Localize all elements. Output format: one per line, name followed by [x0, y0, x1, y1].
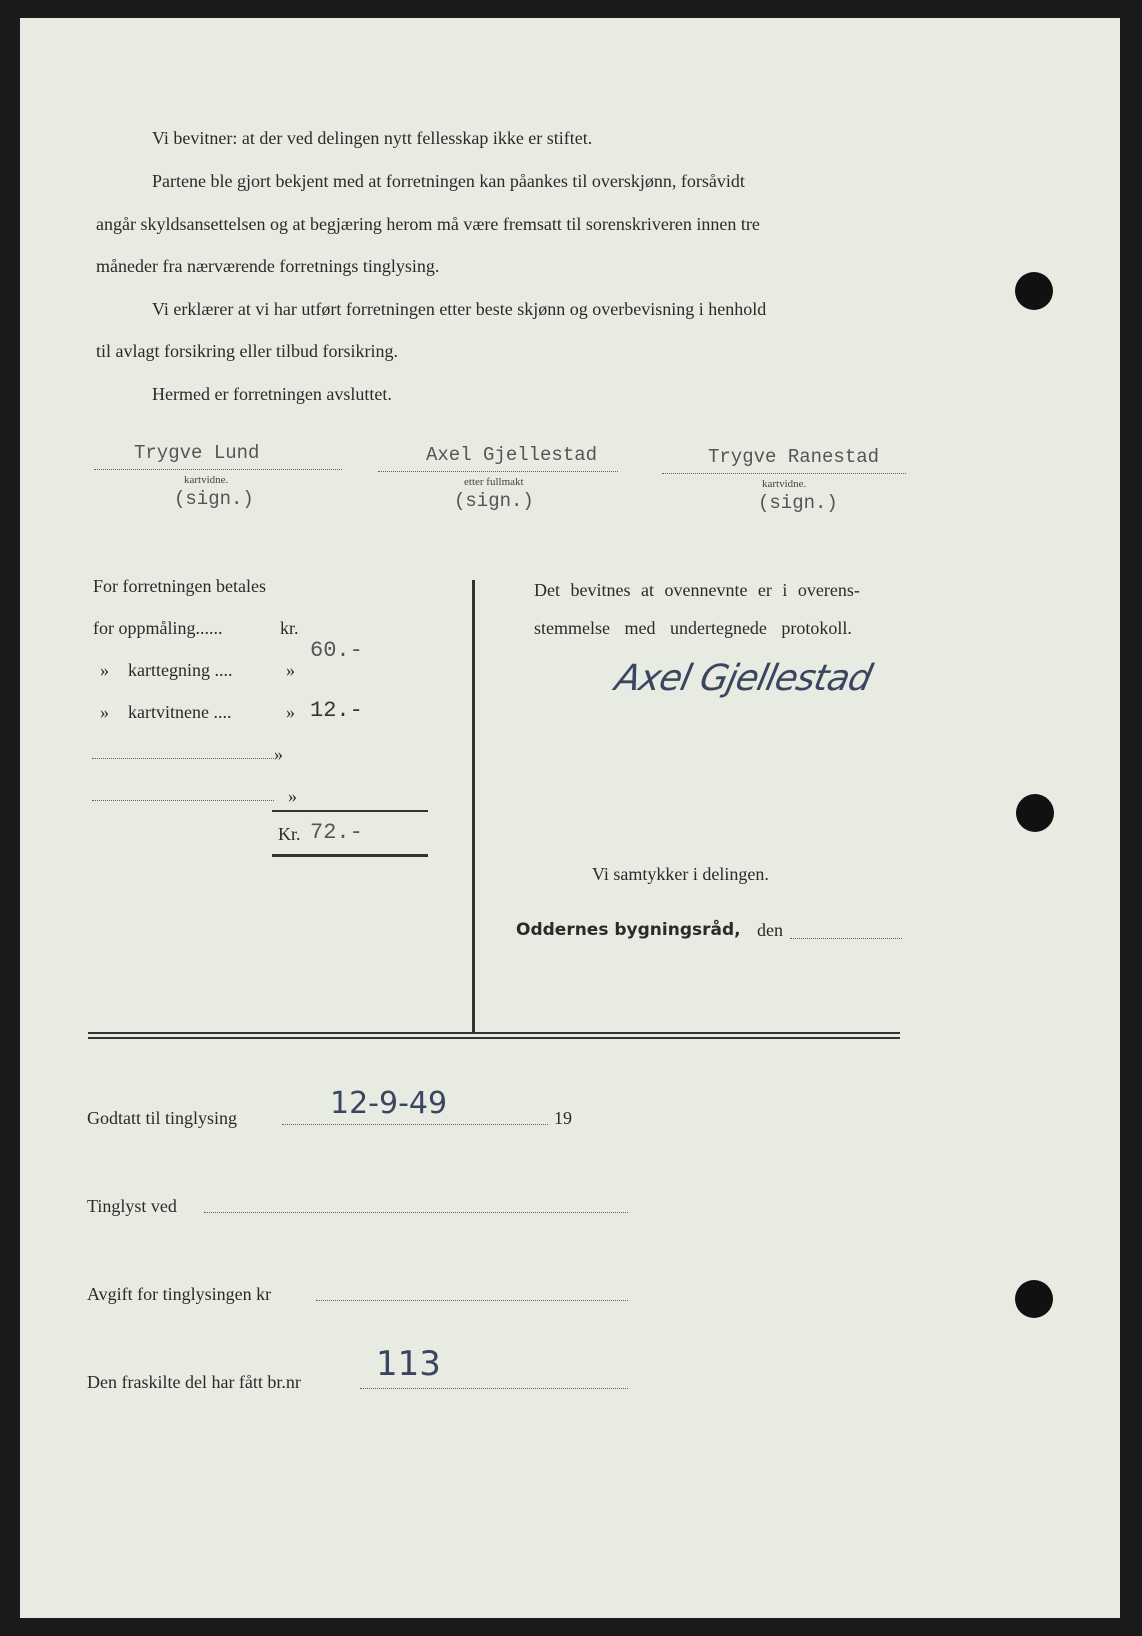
fees-row2-label: karttegning .... [128, 660, 233, 680]
paragraph-1: Vi bevitner: at der ved delingen nytt fellesskap ikke er stiftet. [152, 128, 593, 148]
council-date-line [790, 938, 902, 939]
fees-row2-mark: » [100, 660, 109, 680]
consent-text: Vi samtykker i delingen. [592, 864, 769, 884]
signature-3-sign: (sign.) [758, 492, 838, 514]
fees-row1-value: 60.- [310, 638, 363, 663]
paragraph-2-line-2: angår skyldsansettelsen og at begjæring herom må være fremsatt til sorenskriveren innen tre [96, 214, 760, 234]
fees-row5-unit: » [288, 786, 297, 806]
tinglyst-label: Tinglyst ved [87, 1196, 177, 1216]
signature-2-sign: (sign.) [454, 490, 534, 512]
fees-heading: For forretningen betales [93, 576, 266, 596]
fees-total-value: 72.- [310, 820, 363, 845]
paragraph-3-line-1: Vi erklærer at vi har utført forretningen etter beste skjønn og overbevisning i henhold [152, 299, 767, 319]
paragraph-3-line-2: til avlagt forsikring eller tilbud forsikring. [96, 341, 398, 361]
handwritten-signature: Axel Gjellestad [611, 658, 875, 699]
brnr-line [360, 1388, 628, 1389]
fees-row2-unit: » [286, 660, 295, 680]
signature-2-line [378, 471, 618, 472]
signature-3-line [662, 473, 906, 474]
fees-row3-mark: » [100, 702, 109, 722]
signature-1-line [94, 469, 342, 470]
godtatt-year-prefix: 19 [554, 1108, 572, 1128]
signature-3-name: Trygve Ranestad [708, 446, 880, 468]
fees-total-rule-top [272, 810, 428, 812]
signature-2-name: Axel Gjellestad [426, 444, 598, 466]
fees-row3-label: kartvitnene .... [128, 702, 232, 722]
fees-row1-unit: kr. [280, 618, 299, 638]
paragraph-2-line-3: måneder fra nærværende forretnings tinglysing. [96, 256, 440, 276]
godtatt-label: Godtatt til tinglysing [87, 1108, 238, 1128]
signature-1-role: kartvidne. [184, 474, 229, 486]
council-name: Oddernes bygningsråd, [516, 920, 741, 940]
certification-line-2: stemmelse med undertegnede protokoll. [534, 618, 852, 638]
document-page [20, 18, 1120, 1618]
fees-total-rule-bottom [272, 854, 428, 857]
fees-total-label: Kr. [278, 824, 301, 844]
punch-hole-3 [1015, 1280, 1053, 1318]
council-den-label: den [757, 920, 783, 940]
tinglyst-line [204, 1212, 628, 1213]
signature-1-sign: (sign.) [174, 488, 254, 510]
vertical-divider [472, 580, 475, 1034]
paragraph-2-line-1: Partene ble gjort bekjent med at forretningen kan påankes til overskjønn, forsåvidt [152, 171, 745, 191]
certification-line-1: Det bevitnes at ovennevnte er i overens- [534, 580, 860, 600]
brnr-label: Den fraskilte del har fått br.nr [87, 1372, 301, 1392]
punch-hole-2 [1016, 794, 1054, 832]
fees-row1-label: for oppmåling...... [93, 618, 223, 638]
avgift-label: Avgift for tinglysingen kr [87, 1284, 272, 1304]
avgift-line [316, 1300, 628, 1301]
section-divider-1 [88, 1032, 900, 1034]
punch-hole-1 [1015, 272, 1053, 310]
fees-row4-unit: » [274, 744, 283, 764]
signature-2-role: etter fullmakt [464, 476, 524, 488]
godtatt-date: 12-9-49 [330, 1086, 448, 1121]
paragraph-4: Hermed er forretningen avsluttet. [152, 384, 392, 404]
fees-row4-line [92, 758, 274, 759]
section-divider-2 [88, 1037, 900, 1039]
fees-row3-unit: » [286, 702, 295, 722]
fees-row3-value: 12.- [310, 698, 363, 723]
signature-1-name: Trygve Lund [134, 442, 260, 464]
brnr-value: 113 [376, 1344, 441, 1384]
godtatt-line [282, 1124, 548, 1125]
signature-3-role: kartvidne. [762, 478, 807, 490]
fees-row5-line [92, 800, 274, 801]
